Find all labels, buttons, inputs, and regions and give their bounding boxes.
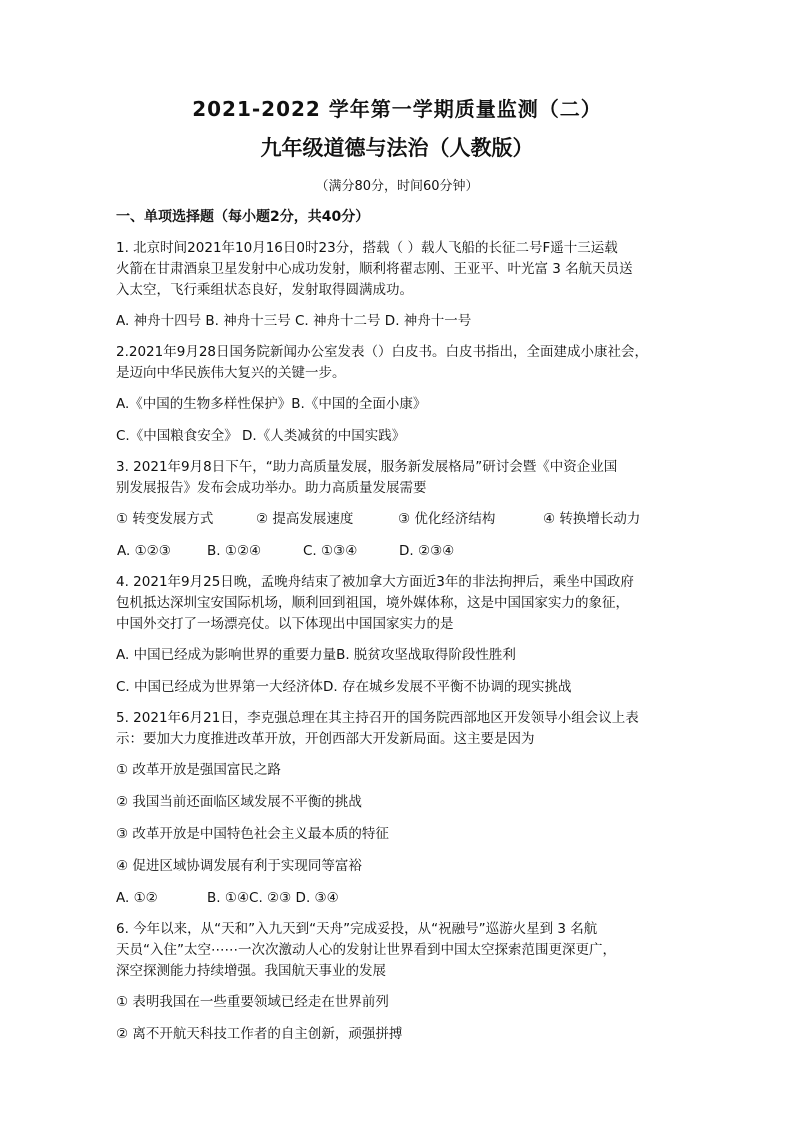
q3-choice-a: A. ①②③ bbox=[117, 543, 171, 559]
q4-options-ab: A. 中国已经成为影响世界的重要力量B. 脱贫攻坚战取得阶段性胜利 bbox=[116, 647, 516, 663]
q2-options-ab: A.《中国的生物多样性保护》B.《中国的全面小康》 bbox=[116, 396, 427, 412]
q4-stem-line-1: 4. 2021年9月25日晚，孟晚舟结束了被加拿大方面近3年的非法拘押后，乘坐中国政府 bbox=[116, 574, 634, 590]
q3-stem-line-1: 3. 2021年9月8日下午，“助力高质量发展，服务新发展格局”研讨会暨《中资企业国 bbox=[116, 459, 618, 475]
q3-choice-d: D. ②③④ bbox=[399, 543, 455, 559]
q5-stem-line-1: 5. 2021年6月21日，李克强总理在其主持召开的国务院西部地区开发领导小组会议上表 bbox=[116, 710, 639, 726]
q3-statement-3: ③ 优化经济结构 bbox=[398, 511, 496, 527]
q4-options-cd: C. 中国已经成为世界第一大经济体D. 存在城乡发展不平衡不协调的现实挑战 bbox=[116, 679, 572, 695]
q3-choice-b: B. ①②④ bbox=[207, 543, 262, 559]
q1-stem-line-2: 火箭在甘肃酒泉卫星发射中心成功发射，顺利将翟志刚、王亚平、叶光富 3 名航天员送 bbox=[116, 261, 633, 277]
q5-choices-bcd: B. ①④C. ②③ D. ③④ bbox=[207, 890, 339, 906]
q6-statement-2: ② 离不开航天科技工作者的自主创新，顽强拼搏 bbox=[116, 1026, 403, 1042]
q6-stem-line-2: 天员“入住”太空⋯⋯一次次激动人心的发射让世界看到中国太空探索范围更深更广， bbox=[116, 942, 616, 958]
q4-stem-line-2: 包机抵达深圳宝安国际机场，顺利回到祖国，境外媒体称，这是中国国家实力的象征， bbox=[116, 595, 629, 611]
q5-statement-1: ① 改革开放是强国富民之路 bbox=[116, 762, 281, 778]
q6-stem-line-3: 深空探测能力持续增强。我国航天事业的发展 bbox=[116, 963, 386, 979]
q5-statement-3: ③ 改革开放是中国特色社会主义最本质的特征 bbox=[116, 826, 389, 842]
q5-stem-line-2: 示：要加大力度推进改革开放，开创西部大开发新局面。这主要是因为 bbox=[116, 731, 535, 747]
q3-statement-1: ① 转变发展方式 bbox=[116, 511, 214, 527]
exam-title: 2021-2022 学年第一学期质量监测（二） bbox=[192, 97, 602, 121]
q5-statement-4: ④ 促进区域协调发展有利于实现同等富裕 bbox=[116, 858, 362, 874]
q1-stem-line-1: 1. 北京时间2021年10月16日0时23分，搭载（ ）载人飞船的长征二号F遥十三运载 bbox=[116, 240, 618, 256]
q1-options: A. 神舟十四号 B. 神舟十三号 C. 神舟十二号 D. 神舟十一号 bbox=[116, 313, 472, 329]
q3-stem-line-2: 别发展报告》发布会成功举办。助力高质量发展需要 bbox=[116, 480, 427, 496]
q2-options-cd: C.《中国粮食安全》 D.《人类减贫的中国实践》 bbox=[116, 428, 406, 444]
score-time-note: （满分80分，时间60分钟） bbox=[315, 179, 479, 194]
q3-statement-2: ② 提高发展速度 bbox=[256, 511, 354, 527]
q5-statement-2: ② 我国当前还面临区域发展不平衡的挑战 bbox=[116, 794, 362, 810]
q5-choice-a: A. ①② bbox=[116, 890, 158, 906]
q3-choice-c: C. ①③④ bbox=[303, 543, 358, 559]
q3-statement-4: ④ 转换增长动力 bbox=[543, 511, 641, 527]
exam-subject-title: 九年级道德与法治（人教版） bbox=[260, 136, 534, 160]
section-heading: 一、单项选择题（每小题2分，共40分） bbox=[116, 209, 370, 225]
q6-statement-1: ① 表明我国在一些重要领域已经走在世界前列 bbox=[116, 994, 389, 1010]
q4-stem-line-3: 中国外交打了一场漂亮仗。以下体现出中国国家实力的是 bbox=[116, 616, 454, 632]
q6-stem-line-1: 6. 今年以来，从“天和”入九天到“天舟”完成妥投，从“祝融号”巡游火星到 3 名航 bbox=[116, 921, 598, 937]
q2-stem-line-1: 2.2021年9月28日国务院新闻办公室发表（）白皮书。白皮书指出，全面建成小康社会， bbox=[116, 344, 649, 360]
q2-stem-line-2: 是迈向中华民族伟大复兴的关键一步。 bbox=[116, 365, 346, 381]
q1-stem-line-3: 入太空，飞行乘组状态良好，发射取得圆满成功。 bbox=[116, 282, 413, 298]
